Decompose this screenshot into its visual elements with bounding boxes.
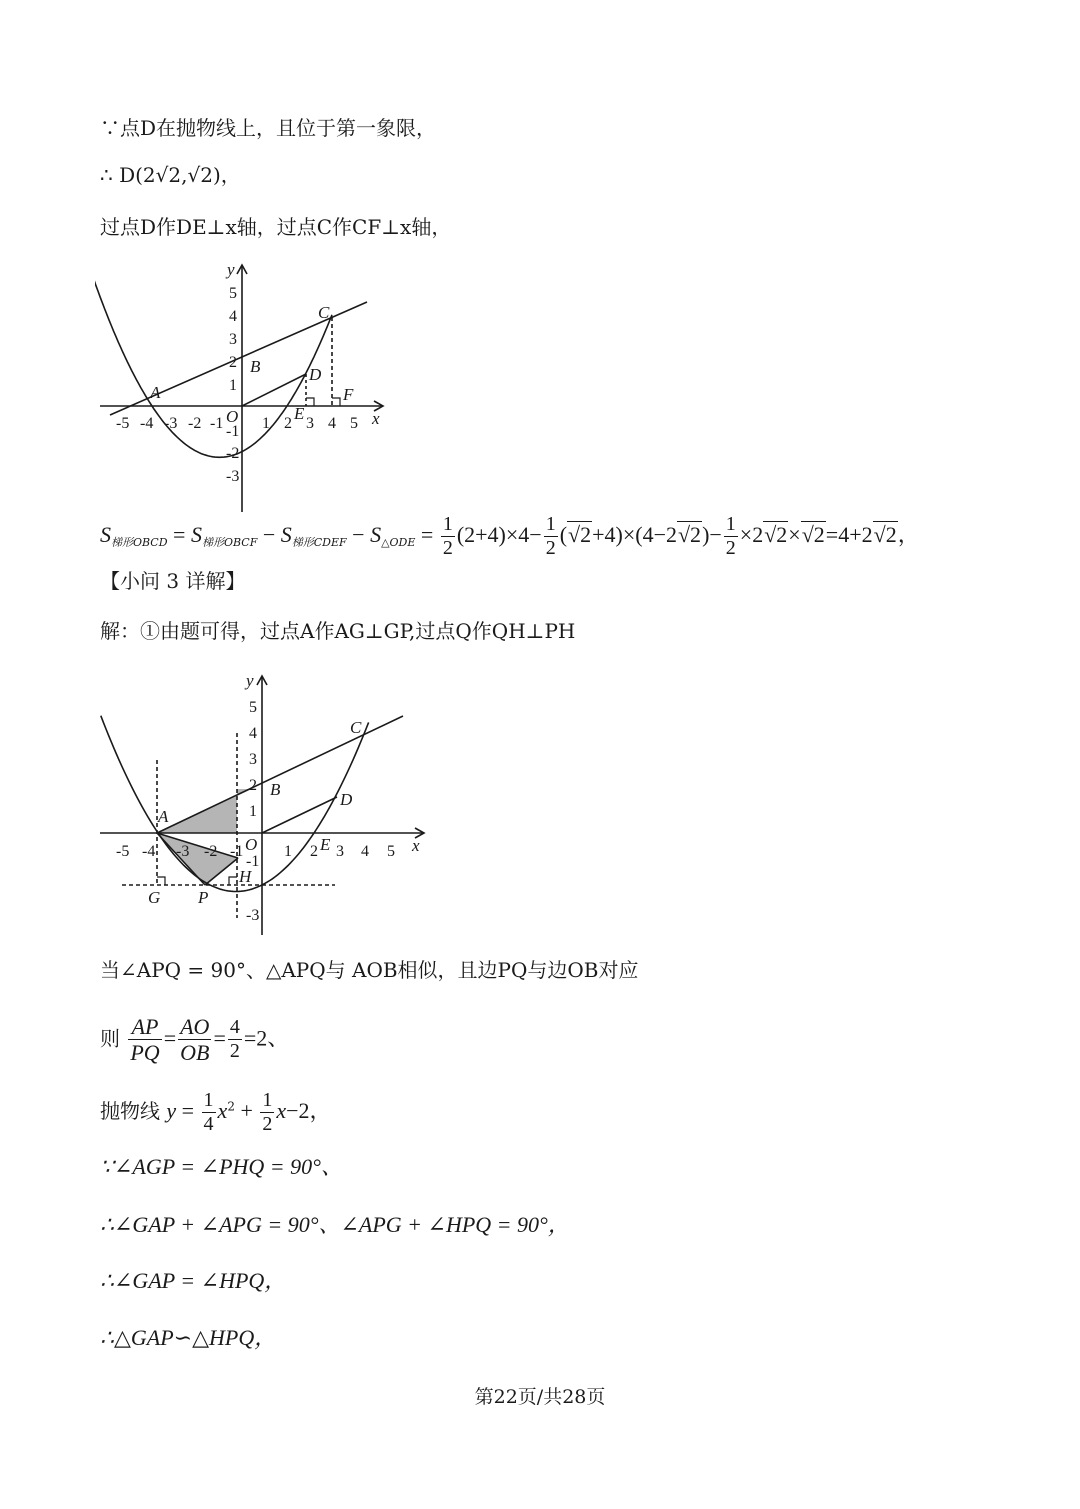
text-line-13 [100,1325,276,1351]
section-heading [100,569,245,593]
g1-axis-x: x [372,409,380,428]
line-10-text: ∵∠AGP = ∠PHQ = 90°、 [100,1154,343,1179]
text-line-11 [100,1212,570,1238]
g1-origin: O [226,407,239,426]
g2-ytick-1: 1 [249,803,257,820]
g1-point-c: C [318,303,330,322]
g2-xtick-3: 3 [336,843,344,860]
g1-point-b: B [250,357,261,376]
g2-xtick-m3: -3 [176,843,190,860]
g2-ytick-3: 3 [249,751,257,768]
ratio-line: 则 $\frac{AP}{PQ}$ = $\frac{AO}{OB}$ = $\frac{4}{2}$ =2、 [100,1014,290,1066]
g1-xtick-2: 2 [284,415,292,432]
g2-ytick-5: 5 [249,699,257,716]
g2-xtick-4: 4 [361,843,369,860]
text-line-12 [100,1268,286,1294]
g2-ytick-4: 4 [249,725,257,742]
g1-xtick-m5: -5 [116,415,130,432]
g2-ytick-m1: -1 [246,853,260,870]
g2-xtick-5: 5 [387,843,395,860]
g2-point-a: A [158,807,169,826]
g1-xtick-m3: -3 [164,415,178,432]
g2-point-p: P [198,888,209,907]
g1-ytick-m2: -2 [226,445,240,462]
g2-xtick-m4: -4 [142,843,156,860]
g1-ytick-1: 1 [229,377,237,394]
g2-point-h: H [239,867,252,886]
g2-xtick-m2: -2 [204,843,218,860]
g1-point-d: D [309,365,322,384]
g2-xtick-2: 2 [310,843,318,860]
text-line-1 [100,116,436,140]
g2-xtick-m1: -1 [230,843,244,860]
line-12-text: ∴∠GAP = ∠HPQ， [100,1268,287,1293]
g2-point-c: C [350,718,362,737]
g1-xtick-4: 4 [328,415,336,432]
g2-point-b: B [270,780,281,799]
g2-point-e: E [320,835,331,854]
line-1-text: ∵点D在抛物线上，且位于第一象限， [100,116,437,140]
line-2-text: ∴ D(2√2,√2)， [100,163,241,187]
g2-point-d: D [340,790,353,809]
g1-ytick-m1: -1 [226,423,240,440]
heading-text: 【小问 3 详解】 [100,569,246,593]
g2-axis-y: y [246,671,254,690]
g1-xtick-m1: -1 [210,415,224,432]
g2-axis-x: x [412,836,420,855]
g1-point-e: E [294,404,305,423]
g1-ytick-5: 5 [229,285,237,302]
g1-xtick-m4: -4 [140,415,154,432]
g1-xtick-m2: -2 [188,415,202,432]
page-footer [0,1382,1080,1409]
g1-ytick-4: 4 [229,308,237,325]
g2-ytick-m3: -3 [246,907,260,924]
area-formula: $S_{梯形OBCD} = S_{梯形OBCF} - S_{梯形CDEF} - S_{\triangle ODE}$ = $\frac{1}{2}$ (2+4)×4− $\frac{1}{2}$ (√2+4)×(4−2√2)− $\frac{1}{2}$ ×2√2×√2=4+2√2， [100,513,920,559]
text-line-3 [100,215,451,239]
line-7-text: 当∠APQ = 90°、△APQ与 AOB相似，且边PQ与边OB对应 [100,958,639,982]
text-line-6 [100,619,575,643]
line-6-text: 解：①由题可得，过点A作AG⊥GP,过点Q作QH⊥PH [100,619,576,643]
g2-xtick-m5: -5 [116,843,130,860]
g1-xtick-1: 1 [262,415,270,432]
g1-point-a: A [150,383,161,402]
parabola-line: 抛物线 y = $\frac{1}{4}$ $x^2$ + $\frac{1}{2}$ x−2， [100,1089,332,1135]
text-line-7 [100,958,639,982]
g1-ytick-m3: -3 [226,468,240,485]
text-line-2 [100,163,241,187]
g1-xtick-3: 3 [306,415,314,432]
line-3-text: 过点D作DE⊥x轴，过点C作CF⊥x轴， [100,215,452,239]
g1-ytick-3: 3 [229,331,237,348]
text-line-10 [100,1154,343,1180]
graph-1 [95,258,395,518]
g1-axis-y: y [227,260,235,279]
g2-origin: O [245,835,258,854]
g2-xtick-1: 1 [284,843,292,860]
line-13-text: ∴△GAP∽△HPQ， [100,1325,277,1350]
g1-point-f: F [343,385,354,404]
g2-ytick-2: 2 [249,777,257,794]
graph-2 [95,668,435,943]
page-number: 第22页/共28页 [474,1386,606,1408]
g1-xtick-5: 5 [350,415,358,432]
g1-ytick-2: 2 [229,354,237,371]
line-11-text: ∴∠GAP + ∠APG = 90°、∠APG + ∠HPQ = 90°， [100,1212,570,1237]
g2-point-g: G [148,888,161,907]
